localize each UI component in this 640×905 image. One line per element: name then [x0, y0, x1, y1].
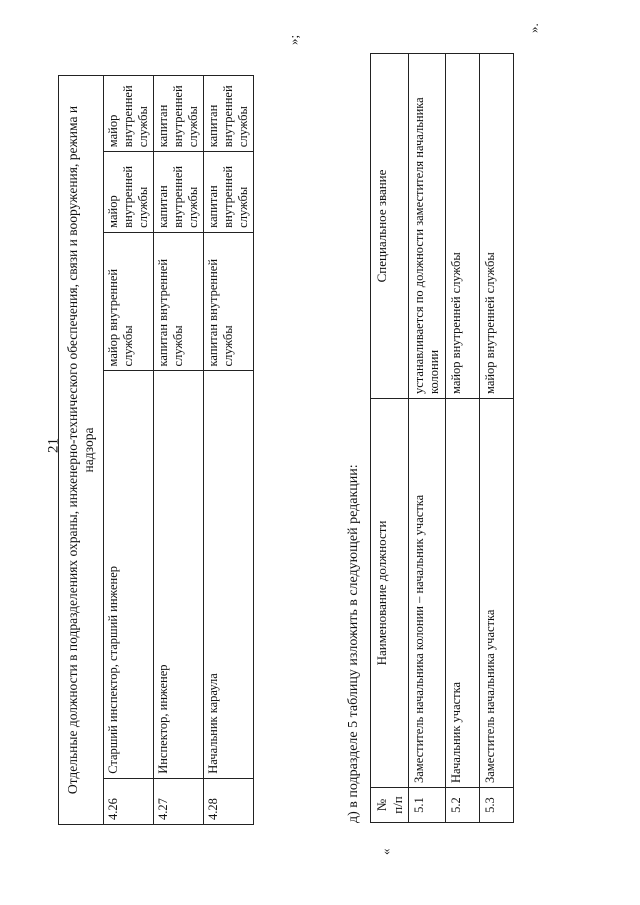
rank-cell: капитан внутренней службы [154, 232, 204, 371]
row-number: 4.28 [204, 778, 254, 824]
positions-table-section-5 [370, 53, 514, 823]
column-header-position: Наименование должности [371, 399, 409, 788]
position-name: Инспектор, инженер [154, 371, 204, 778]
position-name: Начальник караула [204, 371, 254, 778]
opening-quote: « [378, 848, 393, 855]
instruction-text: д) в подразделе 5 таблицу изложить в следующей редакции: [346, 464, 361, 823]
row-number: 5.3 [480, 788, 514, 823]
position-name: Заместитель начальника колонии – начальник участка [409, 399, 446, 788]
rank-cell: капитан внутренней службы [154, 152, 204, 233]
table-row [204, 76, 254, 825]
rank-cell: майор внутренней службы [480, 54, 514, 399]
closing-quote: ». [526, 23, 541, 33]
column-header-rank: Специальное звание [371, 54, 409, 399]
closing-quote: »; [286, 34, 301, 45]
table-header-row [371, 54, 409, 823]
table-row [446, 54, 480, 823]
position-name: Старший инспектор, старший инженер [104, 371, 154, 778]
rank-cell: устанавливается по должности заместителя начальника колонии [409, 54, 446, 399]
row-number: 4.27 [154, 778, 204, 824]
table-row [104, 76, 154, 825]
positions-table-section-4 [58, 75, 254, 825]
table-row [480, 54, 514, 823]
rank-cell: майор внутренней службы [104, 76, 154, 152]
row-number: 5.1 [409, 788, 446, 823]
position-name: Заместитель начальника участка [480, 399, 514, 788]
rank-cell: капитан внутренней службы [204, 232, 254, 371]
row-number: 5.2 [446, 788, 480, 823]
table-row [154, 76, 204, 825]
rank-cell: капитан внутренней службы [204, 152, 254, 233]
section-heading: Отдельные должности в подразделениях охраны, инженерно-технического обеспечения, связи и вооружения, режима и надзора [59, 76, 104, 825]
page-number: 21 [45, 438, 62, 453]
table-section-heading-row [59, 76, 104, 825]
table-row [409, 54, 446, 823]
rank-cell: майор внутренней службы [104, 152, 154, 233]
position-name: Начальник участка [446, 399, 480, 788]
column-header-number: № п/п [371, 788, 409, 823]
rank-cell: майор внутренней службы [104, 232, 154, 371]
row-number: 4.26 [104, 778, 154, 824]
rank-cell: майор внутренней службы [446, 54, 480, 399]
rank-cell: капитан внутренней службы [204, 76, 254, 152]
rank-cell: капитан внутренней службы [154, 76, 204, 152]
